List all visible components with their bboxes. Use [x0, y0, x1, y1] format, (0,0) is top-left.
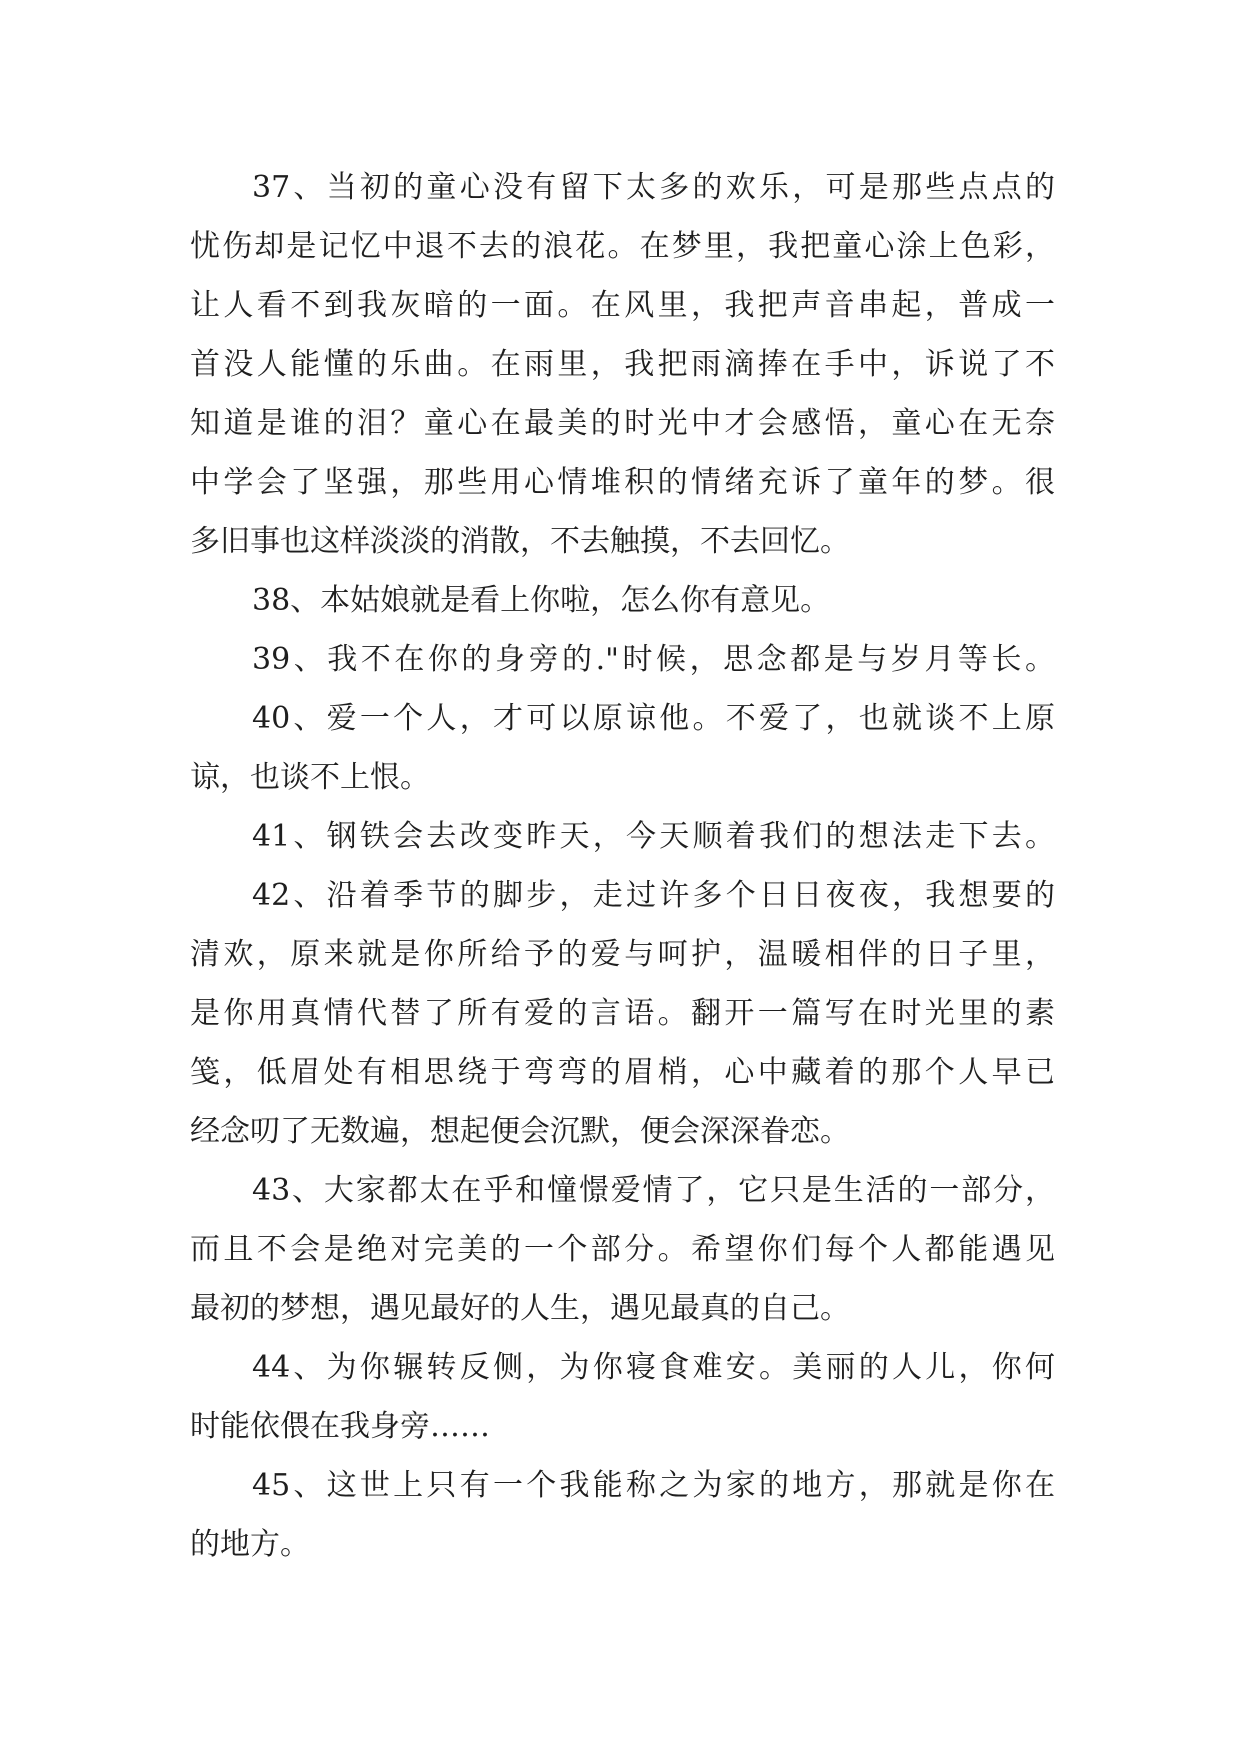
document-body	[190, 158, 1070, 1574]
text-line: 多旧事也这样淡淡的消散，不去触摸，不去回忆。	[190, 524, 850, 559]
text-line: 首没人能懂的乐曲。在雨里，我把雨滴捧在手中，诉说了不	[190, 347, 1055, 382]
paragraph-41	[190, 807, 1070, 866]
text-line: 而且不会是绝对完美的一个部分。希望你们每个人都能遇见	[190, 1232, 1055, 1267]
text-line: 谅，也谈不上恨。	[190, 760, 430, 795]
text-line: 忧伤却是记忆中退不去的浪花。在梦里，我把童心涂上色彩，	[190, 229, 1055, 264]
text-line: 40、爱一个人，才可以原谅他。不爱了，也就谈不上原	[252, 701, 1055, 736]
paragraph-37	[190, 158, 1070, 571]
text-line: 37、当初的童心没有留下太多的欢乐，可是那些点点的	[252, 170, 1055, 205]
paragraph-44	[190, 1338, 1070, 1456]
text-line: 39、我不在你的身旁的."时候，思念都是与岁月等长。	[252, 642, 1055, 677]
text-line: 是你用真情代替了所有爱的言语。翻开一篇写在时光里的素	[190, 996, 1055, 1031]
text-line: 43、大家都太在乎和憧憬爱情了，它只是生活的一部分，	[252, 1173, 1055, 1208]
text-line: 44、为你辗转反侧，为你寝食难安。美丽的人儿，你何	[252, 1350, 1055, 1385]
text-line: 知道是谁的泪？童心在最美的时光中才会感悟，童心在无奈	[190, 406, 1055, 441]
text-line: 38、本姑娘就是看上你啦，怎么你有意见。	[252, 583, 831, 618]
text-line: 笺，低眉处有相思绕于弯弯的眉梢，心中藏着的那个人早已	[190, 1055, 1055, 1090]
paragraph-38	[190, 571, 1070, 630]
text-line: 42、沿着季节的脚步，走过许多个日日夜夜，我想要的	[252, 878, 1055, 913]
text-line: 最初的梦想，遇见最好的人生，遇见最真的自己。	[190, 1291, 850, 1326]
paragraph-43	[190, 1161, 1070, 1338]
text-line: 时能依偎在我身旁……	[190, 1409, 490, 1444]
text-line: 经念叨了无数遍，想起便会沉默，便会深深眷恋。	[190, 1114, 850, 1149]
text-line: 清欢，原来就是你所给予的爱与呵护，温暖相伴的日子里，	[190, 937, 1055, 972]
paragraph-45	[190, 1456, 1070, 1574]
text-line: 41、钢铁会去改变昨天，今天顺着我们的想法走下去。	[252, 819, 1055, 854]
paragraph-42	[190, 866, 1070, 1161]
text-line: 让人看不到我灰暗的一面。在风里，我把声音串起，普成一	[190, 288, 1055, 323]
text-line: 45、这世上只有一个我能称之为家的地方，那就是你在	[252, 1468, 1055, 1503]
text-line: 中学会了坚强，那些用心情堆积的情绪充诉了童年的梦。很	[190, 465, 1055, 500]
text-line: 的地方。	[190, 1527, 310, 1562]
paragraph-39	[190, 630, 1070, 689]
paragraph-40	[190, 689, 1070, 807]
